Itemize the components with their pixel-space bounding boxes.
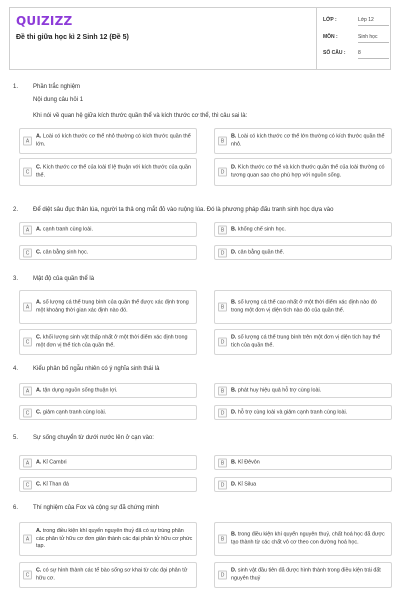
meta-subject-underline	[358, 42, 389, 43]
question-text: Mật độ của quần thể là	[33, 276, 95, 282]
option-d[interactable]	[214, 329, 392, 355]
option-d[interactable]	[214, 158, 392, 186]
option-c[interactable]	[19, 245, 197, 260]
option-letter-badge: D	[218, 248, 227, 257]
option-text: A. Loài có kích thước cơ thể nhỏ thường có kích thước quần thể lớn.	[36, 133, 191, 147]
option-text: C. có sự hình thành các tế bào sống sơ khai từ các đại phân tử hữu cơ.	[36, 567, 188, 581]
option-d[interactable]	[214, 477, 392, 492]
question-number: 5.	[13, 435, 19, 441]
question-number: 6.	[13, 505, 19, 511]
option-text: B. Loài có kích thước cơ thể lớn thường có kích thước quần thể nhỏ.	[231, 133, 385, 147]
option-letter-badge: A	[23, 535, 32, 544]
option-text: A. Kỉ Cambri	[36, 458, 67, 465]
option-a[interactable]	[19, 128, 197, 154]
option-c[interactable]	[19, 405, 197, 420]
option-letter-badge: D	[218, 480, 227, 489]
option-text: D. số lượng cá thể trung bình trên một đơn vị diện tích hay thể tích của quần thể.	[231, 334, 381, 348]
question-text: Kiểu phân bố ngẫu nhiên có ý nghĩa sinh thái là	[33, 366, 160, 372]
option-c[interactable]	[19, 329, 197, 355]
option-text: A. cạnh tranh cùng loài.	[36, 225, 93, 232]
meta-class-underline	[358, 25, 389, 26]
option-text: A. trong điều kiện khí quyển nguyên thuỷ đã có sự trùng phân các phân tử hữu cơ đơn giản thành các đại phân tử hữu cơ phức tạp.	[36, 527, 193, 549]
option-text: D. hỗ trợ cùng loài và giảm cạnh tranh cùng loài.	[231, 408, 348, 415]
option-a[interactable]	[19, 522, 197, 556]
option-letter-badge: D	[218, 408, 227, 417]
meta-count-label: SỐ CÂU :	[323, 50, 346, 56]
question-number: 3.	[13, 276, 19, 282]
option-b[interactable]	[214, 222, 392, 237]
option-text: C. khối lượng sinh vật thấp nhất ở một thời điểm xác định trong một đơn vị thể tích của quần thể.	[36, 334, 188, 348]
meta-subject-value: Sinh học	[358, 34, 378, 40]
option-letter-badge: B	[218, 303, 227, 312]
option-letter-badge: B	[218, 458, 227, 467]
option-text: D. Kỉ Silua	[231, 480, 257, 487]
header-divider	[316, 8, 317, 69]
option-b[interactable]	[214, 455, 392, 470]
option-d[interactable]	[214, 405, 392, 420]
question-subheading: Nội dung câu hỏi 1	[33, 97, 84, 103]
option-text: C. giảm cạnh tranh cùng loài.	[36, 408, 107, 415]
option-letter-badge: D	[218, 338, 227, 347]
option-letter-badge: A	[23, 303, 32, 312]
option-text: C. Kỉ Than đá	[36, 480, 69, 487]
option-letter-badge: C	[23, 480, 32, 489]
option-b[interactable]	[214, 383, 392, 398]
option-letter-badge: A	[23, 225, 32, 234]
option-text: D. cân bằng quần thể.	[231, 248, 285, 255]
meta-count	[323, 50, 389, 60]
option-text: A. tận dụng nguồn sống thuận lợi.	[36, 386, 118, 393]
meta-subject	[323, 34, 389, 44]
option-a[interactable]	[19, 383, 197, 398]
question-text: Phần trắc nghiệm	[33, 84, 81, 90]
option-text: D. sinh vật đầu tiên đã được hình thành trong điều kiện trái đất nguyên thuỷ	[231, 567, 381, 581]
meta-class	[323, 17, 389, 27]
option-letter-badge: A	[23, 386, 32, 395]
option-text: C. cân bằng sinh học.	[36, 248, 89, 255]
quizizz-logo: QUIZIZZ	[16, 14, 73, 28]
option-letter-badge: C	[23, 168, 32, 177]
option-a[interactable]	[19, 290, 197, 324]
meta-class-label: LỚP :	[323, 17, 337, 23]
option-d[interactable]	[214, 245, 392, 260]
option-letter-badge: C	[23, 571, 32, 580]
meta-count-value: 8	[358, 50, 361, 56]
question-text: Để diệt sâu đục thân lúa, người ta thả ong mắt đỏ vào ruộng lúa. Đó là phương pháp đấu tranh sinh học dựa vào	[33, 207, 334, 213]
option-letter-badge: C	[23, 248, 32, 257]
option-letter-badge: B	[218, 535, 227, 544]
option-text: B. khống chế sinh học.	[231, 225, 286, 232]
question-number: 4.	[13, 366, 19, 372]
option-text: C. Kích thước cơ thể của loài tỉ lệ thuận với kích thước của quần thể.	[36, 164, 192, 178]
question-prompt: Khi nói về quan hệ giữa kích thước quần thể và kích thước cơ thể, thì câu sai là:	[33, 113, 248, 119]
meta-class-value: Lớp 12	[358, 17, 374, 23]
option-b[interactable]	[214, 522, 392, 556]
worksheet-header	[9, 7, 391, 70]
option-letter-badge: A	[23, 458, 32, 467]
question-number: 1.	[13, 84, 19, 90]
option-text: A. số lượng cá thể trung bình của quần thể được xác định trong một khoảng thời gian xác định nào đó.	[36, 299, 189, 313]
option-text: D. Kích thước cơ thể và kích thước quần thể của loài thường có tương quan sao cho phù hợp với nguồn sống.	[231, 164, 385, 178]
question-text: Thí nghiệm của Fox và cộng sự đã chứng minh	[33, 505, 160, 511]
question-text: Sự sống chuyển từ dưới nước lên ở cạn vào:	[33, 435, 154, 441]
option-letter-badge: D	[218, 168, 227, 177]
option-letter-badge: D	[218, 571, 227, 580]
option-b[interactable]	[214, 128, 392, 154]
option-letter-badge: B	[218, 225, 227, 234]
option-c[interactable]	[19, 562, 197, 588]
option-letter-badge: B	[218, 386, 227, 395]
option-letter-badge: A	[23, 137, 32, 146]
option-text: B. Kỉ Đêvôn	[231, 458, 260, 465]
option-c[interactable]	[19, 477, 197, 492]
option-a[interactable]	[19, 222, 197, 237]
meta-subject-label: MÔN :	[323, 34, 338, 40]
meta-count-underline	[358, 58, 389, 59]
option-c[interactable]	[19, 158, 197, 186]
option-text: B. số lượng cá thể cao nhất ở một thời điểm xác định nào đó trong một đơn vị diện tích nào đó của quần thể.	[231, 299, 377, 313]
option-a[interactable]	[19, 455, 197, 470]
question-number: 2.	[13, 207, 19, 213]
option-text: B. trong điều kiện khí quyển nguyên thuỷ, chất hoá học đã được tạo thành từ các chất vô cơ theo con đường hoá học.	[231, 531, 385, 545]
option-text: B. phát huy hiệu quả hỗ trợ cùng loài.	[231, 386, 322, 393]
option-letter-badge: C	[23, 338, 32, 347]
option-d[interactable]	[214, 562, 392, 588]
option-letter-badge: B	[218, 137, 227, 146]
option-letter-badge: C	[23, 408, 32, 417]
worksheet-title: Đề thi giữa học kì 2 Sinh 12 (Đề 5)	[16, 34, 129, 41]
option-b[interactable]	[214, 290, 392, 324]
